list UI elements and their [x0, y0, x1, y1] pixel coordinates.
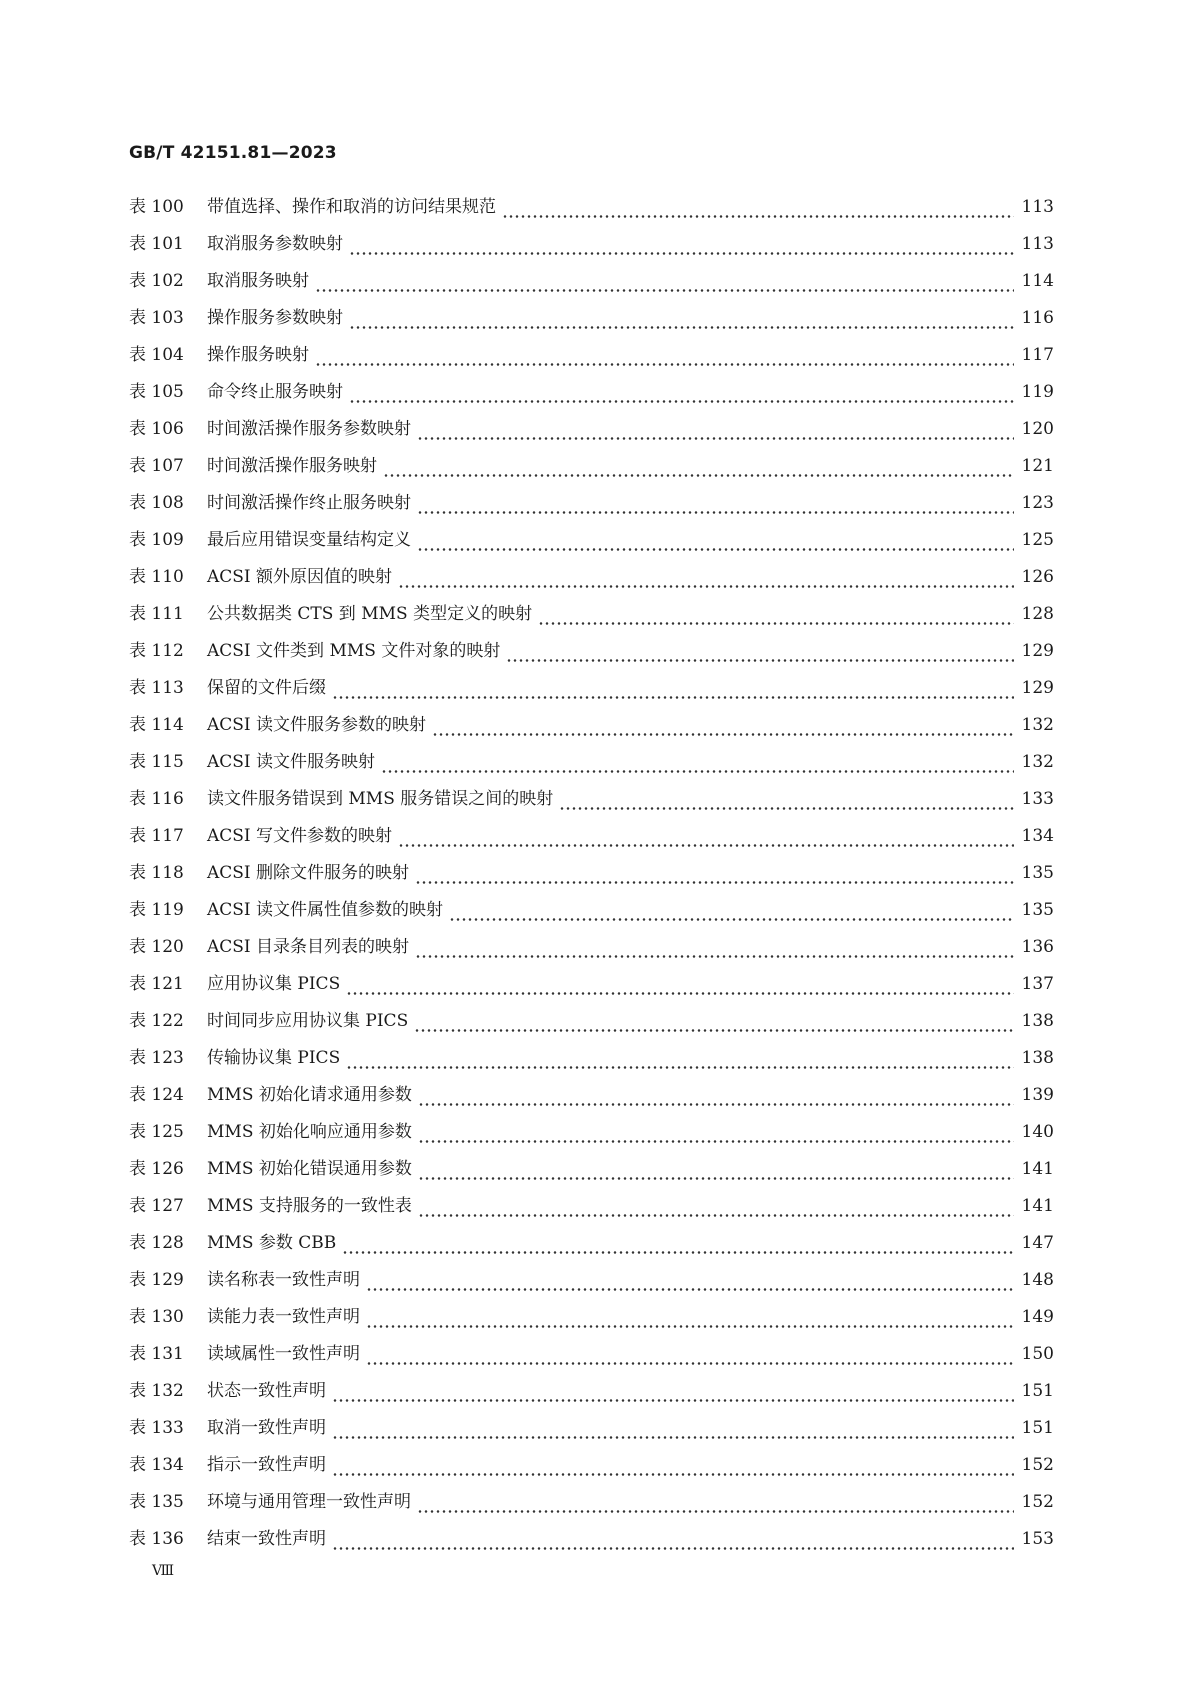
toc-entry-label: 表 127 — [129, 1196, 184, 1216]
toc-entry-title: 命令终止服务映射 — [207, 382, 343, 402]
toc-entry-page: 139 — [1021, 1085, 1054, 1105]
toc-entry-page: 148 — [1021, 1270, 1054, 1290]
toc-entry-label: 表 106 — [129, 419, 184, 439]
toc-entry-label: 表 115 — [129, 752, 184, 772]
toc-entry-title: 结束一致性声明 — [207, 1529, 326, 1549]
toc-entry-page: 119 — [1021, 382, 1054, 402]
toc-entry-label: 表 105 — [129, 382, 184, 402]
toc-entry-label: 表 114 — [129, 715, 184, 735]
toc-entry-page: 129 — [1021, 641, 1054, 661]
toc-entry-title: 时间激活操作服务参数映射 — [207, 419, 411, 439]
toc-entry[interactable] — [129, 1454, 1054, 1491]
toc-entry-page: 120 — [1021, 419, 1054, 439]
toc-entry-title: MMS 初始化响应通用参数 — [207, 1122, 412, 1142]
toc-entry-label: 表 125 — [129, 1122, 184, 1142]
toc-entry[interactable] — [129, 1380, 1054, 1417]
toc-entry[interactable] — [129, 270, 1054, 307]
toc-entry[interactable] — [129, 751, 1054, 788]
toc-entry-title: MMS 初始化错误通用参数 — [207, 1159, 412, 1179]
toc-entry-page: 125 — [1021, 530, 1054, 550]
toc-entry-label: 表 107 — [129, 456, 184, 476]
toc-entry[interactable] — [129, 1232, 1054, 1269]
dot-leader — [315, 289, 1014, 292]
dot-leader — [342, 1251, 1013, 1254]
toc-entry-title: 时间激活操作服务映射 — [207, 456, 377, 476]
toc-entry-title: ACSI 文件类到 MMS 文件对象的映射 — [207, 641, 501, 661]
toc-entry-title: 读能力表一致性声明 — [207, 1307, 360, 1327]
toc-entry-label: 表 119 — [129, 900, 184, 920]
toc-entry-title: ACSI 读文件属性值参数的映射 — [207, 900, 444, 920]
dot-leader — [415, 881, 1013, 884]
toc-entry-label: 表 102 — [129, 271, 184, 291]
toc-entry[interactable] — [129, 1121, 1054, 1158]
toc-entry-title: ACSI 删除文件服务的映射 — [207, 863, 410, 883]
toc-entry-title: 传输协议集 PICS — [207, 1048, 341, 1068]
toc-entry-title: 环境与通用管理一致性声明 — [207, 1492, 411, 1512]
toc-entry[interactable] — [129, 825, 1054, 862]
dot-leader — [417, 437, 1014, 440]
toc-entry-label: 表 100 — [129, 197, 184, 217]
toc-entry-page: 141 — [1021, 1196, 1054, 1216]
toc-entry-title: 时间激活操作终止服务映射 — [207, 493, 411, 513]
dot-leader — [398, 844, 1013, 847]
table-of-contents — [129, 196, 1054, 1565]
toc-entry-title: 操作服务映射 — [207, 345, 309, 365]
dot-leader — [559, 807, 1013, 810]
toc-entry[interactable] — [129, 566, 1054, 603]
toc-entry-title: ACSI 读文件服务映射 — [207, 752, 376, 772]
toc-entry-label: 表 109 — [129, 530, 184, 550]
toc-entry[interactable] — [129, 640, 1054, 677]
document-id: GB/T 42151.81—2023 — [129, 143, 337, 163]
toc-entry-page: 114 — [1021, 271, 1054, 291]
toc-entry-label: 表 117 — [129, 826, 184, 846]
toc-entry[interactable] — [129, 677, 1054, 714]
toc-entry[interactable] — [129, 1158, 1054, 1195]
toc-entry-label: 表 132 — [129, 1381, 184, 1401]
toc-entry-title: ACSI 目录条目列表的映射 — [207, 937, 410, 957]
toc-entry-page: 138 — [1021, 1048, 1054, 1068]
toc-entry-label: 表 128 — [129, 1233, 184, 1253]
toc-entry-page: 121 — [1021, 456, 1054, 476]
toc-entry-page: 116 — [1021, 308, 1054, 328]
toc-entry-title: 取消服务参数映射 — [207, 234, 343, 254]
toc-entry-page: 135 — [1021, 900, 1054, 920]
dot-leader — [414, 1029, 1013, 1032]
dot-leader — [346, 992, 1013, 995]
toc-entry[interactable] — [129, 1491, 1054, 1528]
toc-entry-title: 应用协议集 PICS — [207, 974, 341, 994]
toc-entry-label: 表 108 — [129, 493, 184, 513]
toc-entry[interactable] — [129, 1306, 1054, 1343]
toc-entry-page: 123 — [1021, 493, 1054, 513]
toc-entry-page: 132 — [1021, 715, 1054, 735]
toc-entry-title: 公共数据类 CTS 到 MMS 类型定义的映射 — [207, 604, 533, 624]
toc-entry[interactable] — [129, 788, 1054, 825]
toc-entry[interactable] — [129, 1195, 1054, 1232]
toc-entry-title: 保留的文件后缀 — [207, 678, 326, 698]
dot-leader — [418, 1214, 1014, 1217]
toc-entry-page: 113 — [1021, 234, 1054, 254]
toc-entry[interactable] — [129, 418, 1054, 455]
toc-entry-label: 表 118 — [129, 863, 184, 883]
dot-leader — [332, 696, 1014, 699]
toc-entry-title: 最后应用错误变量结构定义 — [207, 530, 411, 550]
toc-entry-page: 113 — [1021, 197, 1054, 217]
toc-entry-title: 读文件服务错误到 MMS 服务错误之间的映射 — [207, 789, 554, 809]
toc-entry[interactable] — [129, 307, 1054, 344]
toc-entry[interactable] — [129, 862, 1054, 899]
dot-leader — [417, 548, 1014, 551]
toc-entry[interactable] — [129, 1417, 1054, 1454]
toc-entry-title: 读名称表一致性声明 — [207, 1270, 360, 1290]
toc-entry-title: 读域属性一致性声明 — [207, 1344, 360, 1364]
toc-entry-label: 表 131 — [129, 1344, 184, 1364]
toc-entry-title: 指示一致性声明 — [207, 1455, 326, 1475]
toc-entry-page: 132 — [1021, 752, 1054, 772]
toc-entry[interactable] — [129, 1084, 1054, 1121]
dot-leader — [418, 1140, 1014, 1143]
toc-entry[interactable] — [129, 973, 1054, 1010]
toc-entry[interactable] — [129, 1528, 1054, 1565]
toc-entry-page: 150 — [1021, 1344, 1054, 1364]
toc-entry-page: 152 — [1021, 1492, 1054, 1512]
dot-leader — [449, 918, 1013, 921]
toc-entry-page: 140 — [1021, 1122, 1054, 1142]
toc-entry-title: 取消一致性声明 — [207, 1418, 326, 1438]
toc-entry[interactable] — [129, 936, 1054, 973]
toc-entry-title: 时间同步应用协议集 PICS — [207, 1011, 409, 1031]
toc-entry[interactable] — [129, 1343, 1054, 1380]
toc-entry[interactable] — [129, 714, 1054, 751]
toc-entry-page: 137 — [1021, 974, 1054, 994]
toc-entry-page: 135 — [1021, 863, 1054, 883]
toc-entry-page: 141 — [1021, 1159, 1054, 1179]
toc-entry-page: 149 — [1021, 1307, 1054, 1327]
toc-entry-label: 表 135 — [129, 1492, 184, 1512]
toc-entry[interactable] — [129, 344, 1054, 381]
toc-entry-page: 133 — [1021, 789, 1054, 809]
toc-entry-label: 表 103 — [129, 308, 184, 328]
dot-leader — [366, 1362, 1014, 1365]
toc-entry-page: 151 — [1021, 1381, 1054, 1401]
toc-entry-title: 状态一致性声明 — [207, 1381, 326, 1401]
toc-entry-title: ACSI 写文件参数的映射 — [207, 826, 393, 846]
toc-entry-label: 表 120 — [129, 937, 184, 957]
toc-entry-page: 136 — [1021, 937, 1054, 957]
dot-leader — [398, 585, 1013, 588]
toc-entry[interactable] — [129, 1269, 1054, 1306]
dot-leader — [417, 1510, 1014, 1513]
toc-entry-title: ACSI 读文件服务参数的映射 — [207, 715, 427, 735]
toc-entry-title: 操作服务参数映射 — [207, 308, 343, 328]
toc-entry-label: 表 110 — [129, 567, 184, 587]
dot-leader — [349, 326, 1014, 329]
toc-entry[interactable] — [129, 1010, 1054, 1047]
dot-leader — [506, 659, 1013, 662]
dot-leader — [418, 1103, 1014, 1106]
toc-entry-title: MMS 参数 CBB — [207, 1233, 337, 1253]
toc-entry-page: 126 — [1021, 567, 1054, 587]
toc-entry-page: 129 — [1021, 678, 1054, 698]
dot-leader — [332, 1547, 1014, 1550]
toc-entry-label: 表 112 — [129, 641, 184, 661]
toc-entry-title: 带值选择、操作和取消的访问结果规范 — [207, 197, 496, 217]
toc-entry-page: 117 — [1021, 345, 1054, 365]
toc-entry-label: 表 101 — [129, 234, 184, 254]
toc-entry-page: 128 — [1021, 604, 1054, 624]
toc-entry-label: 表 123 — [129, 1048, 184, 1068]
toc-entry[interactable] — [129, 196, 1054, 233]
dot-leader — [332, 1399, 1014, 1402]
toc-entry[interactable] — [129, 603, 1054, 640]
dot-leader — [418, 1177, 1014, 1180]
toc-entry-label: 表 113 — [129, 678, 184, 698]
toc-entry-label: 表 121 — [129, 974, 184, 994]
toc-entry-title: ACSI 额外原因值的映射 — [207, 567, 393, 587]
toc-entry[interactable] — [129, 492, 1054, 529]
toc-entry[interactable] — [129, 529, 1054, 566]
toc-entry[interactable] — [129, 1047, 1054, 1084]
dot-leader — [383, 474, 1014, 477]
toc-entry-title: MMS 初始化请求通用参数 — [207, 1085, 412, 1105]
toc-entry-label: 表 122 — [129, 1011, 184, 1031]
dot-leader — [332, 1436, 1014, 1439]
dot-leader — [366, 1325, 1014, 1328]
toc-entry-label: 表 116 — [129, 789, 184, 809]
toc-entry-page: 147 — [1021, 1233, 1054, 1253]
toc-entry-page: 153 — [1021, 1529, 1054, 1549]
dot-leader — [332, 1473, 1014, 1476]
dot-leader — [349, 400, 1014, 403]
dot-leader — [432, 733, 1013, 736]
toc-entry[interactable] — [129, 899, 1054, 936]
toc-entry-label: 表 104 — [129, 345, 184, 365]
dot-leader — [349, 252, 1014, 255]
toc-entry-label: 表 133 — [129, 1418, 184, 1438]
dot-leader — [415, 955, 1013, 958]
toc-entry-page: 151 — [1021, 1418, 1054, 1438]
toc-entry-title: MMS 支持服务的一致性表 — [207, 1196, 412, 1216]
dot-leader — [315, 363, 1014, 366]
toc-entry-label: 表 111 — [129, 604, 184, 624]
toc-entry-label: 表 124 — [129, 1085, 184, 1105]
toc-entry[interactable] — [129, 455, 1054, 492]
dot-leader — [502, 215, 1014, 218]
dot-leader — [381, 770, 1013, 773]
toc-entry-label: 表 126 — [129, 1159, 184, 1179]
toc-entry-label: 表 130 — [129, 1307, 184, 1327]
page-number: Ⅷ — [152, 1563, 174, 1579]
toc-entry-page: 138 — [1021, 1011, 1054, 1031]
dot-leader — [366, 1288, 1014, 1291]
toc-entry-page: 134 — [1021, 826, 1054, 846]
toc-entry-label: 表 134 — [129, 1455, 184, 1475]
dot-leader — [346, 1066, 1013, 1069]
dot-leader — [538, 622, 1013, 625]
toc-entry[interactable] — [129, 233, 1054, 270]
toc-entry-title: 取消服务映射 — [207, 271, 309, 291]
toc-entry-label: 表 129 — [129, 1270, 184, 1290]
toc-entry-label: 表 136 — [129, 1529, 184, 1549]
dot-leader — [417, 511, 1014, 514]
toc-entry-page: 152 — [1021, 1455, 1054, 1475]
toc-entry[interactable] — [129, 381, 1054, 418]
